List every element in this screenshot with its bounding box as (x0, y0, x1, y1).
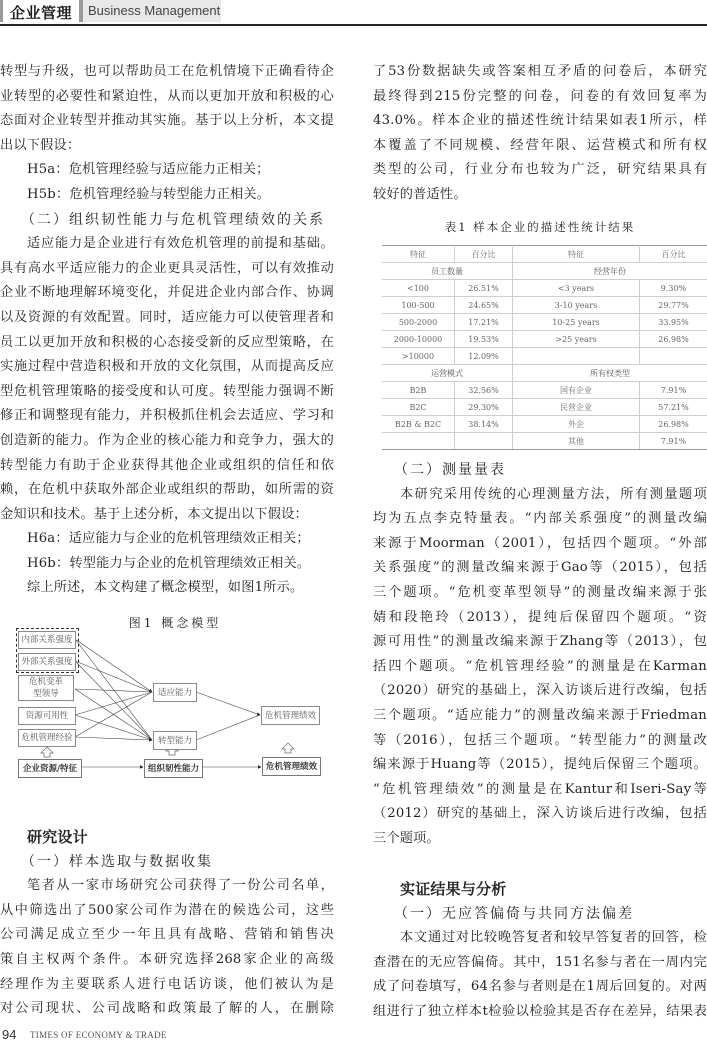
section-heading: 实证结果与分析 (400, 880, 507, 898)
page-number: 94 (2, 1027, 17, 1042)
subheading: （一）无应答偏倚与共同方法偏差 (394, 905, 634, 922)
left-column-lower (0, 825, 334, 1022)
group-label: 经营年份 (513, 263, 707, 280)
cell: 29.30% (455, 399, 513, 416)
body-line: 金知识和技术。基于上述分析，本文提出以下假设： (0, 506, 308, 522)
section-heading: 研究设计 (27, 828, 88, 846)
header-en-accent (79, 0, 83, 22)
cell: 26.98% (640, 416, 707, 433)
up-arrow-icon (41, 747, 53, 757)
table-row (382, 297, 707, 314)
cell: 国有企业 (513, 382, 640, 399)
body-line: 出以下假设： (0, 137, 81, 153)
node-transformational-leadership: 危机变革型领导 (18, 675, 74, 701)
cell: 7.91% (640, 382, 707, 399)
concept-model-diagram (0, 630, 350, 790)
body-line: “危机管理绩效”的测量是在Kantur和Iseri-Say等 (373, 781, 707, 797)
cell: 9.30% (640, 280, 707, 297)
body-line: 来源于Moorman（2001），包括四个题项。“外部 (373, 535, 707, 551)
body-line: 三个题项。“适应能力”的测量改编来源于Friedman (373, 707, 707, 723)
subheading: （一）样本选取与数据收集 (21, 853, 213, 870)
cell (513, 348, 640, 365)
body-line: 笔者从一家市场研究公司获得了一份公司名单， (27, 878, 334, 894)
node-transformative-capacity: 转型能力 (153, 731, 197, 750)
cell: 民营企业 (513, 399, 640, 416)
cell: >10000 (382, 348, 455, 365)
header-cell: 特征 (382, 246, 455, 263)
node-crisis-performance-bottom: 危机管理绩效 (262, 757, 321, 776)
table-row (382, 314, 707, 331)
cell: 100-500 (382, 297, 455, 314)
summary-line: 综上所述，本文构建了概念模型，如图1所示。 (27, 580, 304, 596)
cell: 38.14% (455, 416, 513, 433)
body-line: 业转型的必要性和紧迫性，从而以更加开放和积极的心 (0, 88, 334, 104)
body-line: 以及资源的有效配置。同时，适应能力可以使管理者和 (0, 309, 334, 325)
journal-name: TIMES OF ECONOMY & TRADE (30, 1030, 167, 1040)
body-line: 员工以更加开放和积极的心态接受新的反应型策略，在 (0, 334, 334, 350)
node-external-relations: 外部关系强度 (18, 653, 76, 671)
node-crisis-performance: 危机管理绩效 (261, 706, 320, 725)
body-line: 43.0%。样本企业的描述性统计结果如表1所示，样 (373, 113, 707, 129)
body-line: 经理作为主要联系人进行电话访谈，他们被认为是 (0, 976, 334, 992)
cell: 24.65% (455, 297, 513, 314)
table-row (382, 280, 707, 297)
group-row (382, 365, 707, 382)
body-line: 三个题项。“危机变革型领导”的测量改编来源于张 (373, 584, 707, 600)
body-line: 具有高水平适应能力的企业更具灵活性，可以有效推动 (0, 260, 334, 276)
cell: 26.51% (455, 280, 513, 297)
header-section-en: Business Management (88, 3, 221, 18)
table-title: 表1 样本企业的描述性统计结果 (444, 220, 636, 234)
cell (455, 433, 513, 450)
right-column (373, 60, 707, 208)
cell: <100 (382, 280, 455, 297)
body-line: 适应能力是企业进行有效危机管理的前提和基础。 (27, 236, 334, 252)
body-line: 创造新的能力。作为企业的核心能力和竞争力，强大的 (0, 432, 334, 448)
cell (640, 348, 707, 365)
edge (75, 715, 152, 740)
cell: B2B & B2C (382, 416, 455, 433)
body-line: 策自主权两个条件。本研究选择268家企业的高级 (0, 951, 334, 967)
body-line: 从中筛选出了500家公司作为潜在的候选公司，这些 (0, 902, 334, 918)
edge (196, 715, 260, 740)
body-line: 编来源于Huang等（2015），提纯后保留三个题项。 (373, 757, 707, 773)
cell: B2C (382, 399, 455, 416)
cell: <3 years (513, 280, 640, 297)
body-line: 成了问卷填写，64名参与者则是在1周后回复的。对两 (373, 979, 707, 995)
header-rule (0, 24, 707, 26)
body-line: 型危机管理策略的接受度和认可度。转型能力强调不断 (0, 383, 334, 399)
body-line: 企业不断地理解环境变化，并促进企业内部合作、协调 (0, 285, 334, 301)
header-cell: 特征 (513, 246, 640, 263)
body-line: 婧和段艳玲（2013），提纯后保留四个题项。“资 (373, 609, 707, 625)
descriptive-stats-table (382, 245, 707, 450)
group-row (382, 263, 707, 280)
hypothesis-h6b: H6b：转型能力与企业的危机管理绩效正相关。 (27, 555, 311, 571)
edge (196, 692, 260, 715)
body-line: 公司满足成立至少一年且具有战略、营销和销售决 (0, 927, 334, 943)
body-line: 括四个题项。“危机管理经验”的测量是在Karman (373, 658, 707, 674)
cell: 19.53% (455, 331, 513, 348)
table-row (382, 348, 707, 365)
cell (382, 433, 455, 450)
cell: 3-10 years (513, 297, 640, 314)
hypothesis-h5a: H5a：危机管理经验与适应能力正相关； (27, 162, 270, 178)
header-cell: 百分比 (640, 246, 707, 263)
table-row (382, 382, 707, 399)
body-line: 转型与升级，也可以帮助员工在危机情境下正确看待企 (0, 64, 334, 79)
hypothesis-h5b: H5b：危机管理经验与转型能力正相关。 (27, 186, 271, 202)
running-header (0, 0, 707, 25)
body-line: 对公司现状、公司战略和政策最了解的人，在删除 (0, 1001, 334, 1017)
table-row (382, 331, 707, 348)
cell: 29.77% (640, 297, 707, 314)
body-line: （2020）研究的基础上，深入访谈后进行改编，包括 (373, 683, 707, 699)
cell: 12.09% (455, 348, 513, 365)
cell: 其他 (513, 433, 640, 450)
body-line: 修正和调整现有能力，并积极抓住机会去适应、学习和 (0, 408, 334, 424)
cell: 外企 (513, 416, 640, 433)
header-section-cn: 企业管理 (10, 4, 73, 22)
cell: 57.21% (640, 399, 707, 416)
body-line: 均为五点李克特量表。“内部关系强度”的测量改编 (373, 511, 707, 527)
group-label: 员工数量 (382, 263, 513, 280)
header-accent-bar (0, 0, 3, 22)
body-line: 最终得到215份完整的问卷，问卷的有效回复率为 (373, 88, 707, 104)
body-line: 本研究采用传统的心理测量方法，所有测量题项 (400, 486, 707, 502)
body-line: 本覆盖了不同规模、经营年限、运营模式和所有权 (373, 137, 707, 153)
node-firm-resources: 企业资源/特征 (18, 759, 82, 778)
hypothesis-h6a: H6a：适应能力与企业的危机管理绩效正相关； (27, 531, 310, 547)
edge (75, 692, 152, 715)
cell: 32.56% (455, 382, 513, 399)
left-column (0, 60, 334, 601)
body-line: 关系强度”的测量改编来源于Gao等（2015），包括 (373, 560, 707, 576)
cell: 7.91% (640, 433, 707, 450)
up-arrow-icon (282, 743, 294, 753)
group-label: 运营模式 (382, 365, 513, 382)
right-column-middle (373, 458, 707, 852)
table-row (382, 399, 707, 416)
body-line: 赖，在危机中获取外部企业或组织的帮助，如所需的资 (0, 482, 334, 498)
edge (75, 661, 152, 740)
body-line: 查潜在的无应答偏倚。其中，151名参与者在一周内完 (373, 954, 707, 970)
group-label: 所有权类型 (513, 365, 707, 382)
subheading: （二）组织韧性能力与危机管理绩效的关系 (21, 211, 325, 228)
body-line: 态面对企业转型并推动其实施。基于以上分析，本文提 (0, 113, 334, 129)
body-line: 较好的普适性。 (373, 186, 467, 202)
edge (75, 737, 152, 740)
cell: >25 years (513, 331, 640, 348)
table-row (382, 416, 707, 433)
node-resource-availability: 资源可用性 (18, 707, 76, 725)
table-header-row (382, 246, 707, 263)
body-line: 三个题项。 (373, 830, 440, 846)
cell: 10-25 years (513, 314, 640, 331)
header-cell: 百分比 (455, 246, 513, 263)
body-line: 了53份数据缺失或答案相互矛盾的问卷后，本研究 (373, 64, 707, 79)
cell: B2B (382, 382, 455, 399)
node-crisis-experience: 危机管理经验 (18, 729, 76, 747)
figure-title: 图1 概念模型 (128, 616, 222, 630)
body-line: 等（2016），包括三个题项。“转型能力”的测量改 (373, 732, 707, 748)
node-internal-relations: 内部关系强度 (18, 631, 76, 649)
cell: 500-2000 (382, 314, 455, 331)
cell: 17.21% (455, 314, 513, 331)
body-line: （2012）研究的基础上，深入访谈后进行改编，包括 (373, 806, 707, 822)
subheading: （二）测量量表 (394, 462, 506, 478)
cell: 2000-10000 (382, 331, 455, 348)
node-adaptive-capacity: 适应能力 (153, 683, 197, 702)
right-column-lower (373, 877, 707, 1025)
body-line: 转型能力有助于企业获得其他企业或组织的信任和依 (0, 457, 334, 473)
node-org-resilience: 组织韧性能力 (144, 759, 203, 778)
cell: 26.98% (640, 331, 707, 348)
body-line: 实施过程中营造积极和开放的文化氛围，从而提高反应 (0, 359, 334, 375)
body-line: 本文通过对比较晚答复者和较早答复者的回答，检 (400, 930, 707, 946)
edge (75, 692, 152, 737)
table-row (382, 433, 707, 450)
body-line: 组进行了独立样本t检验以检验其是否存在差异，结果表 (373, 1003, 707, 1019)
body-line: 类型的公司，行业分布也较为广泛，研究结果具有 (373, 162, 707, 178)
body-line: 源可用性”的测量改编来源于Zhang等（2013），包 (373, 634, 707, 650)
cell: 33.95% (640, 314, 707, 331)
